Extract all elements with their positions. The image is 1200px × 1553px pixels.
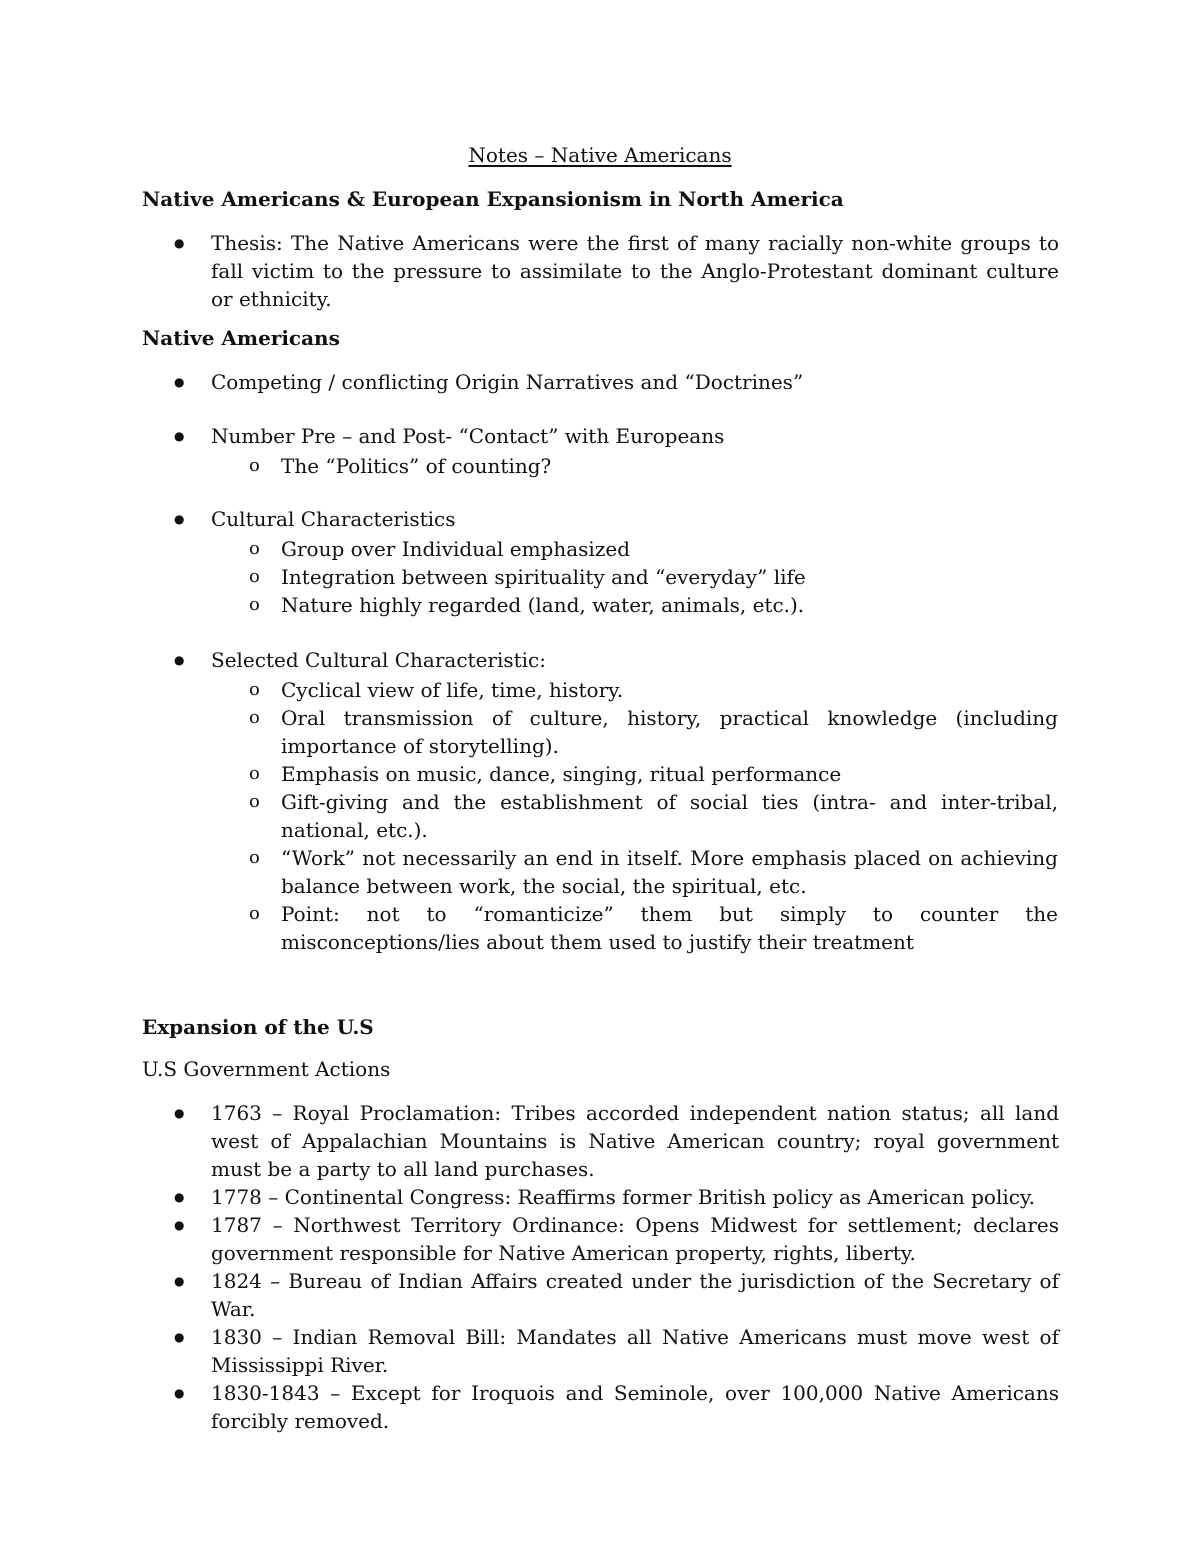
list-item: ● 1778 – Continental Congress: Reaffirms former British policy as American policy. <box>0 1183 1059 1211</box>
subheading-government-actions: U.S Government Actions <box>142 1057 391 1081</box>
sub-list-item: o Group over Individual emphasized <box>211 535 1058 563</box>
list-item-text: Cultural Characteristics <box>211 507 456 531</box>
sub-list-item: o Oral transmission of culture, history, practical knowledge (including importance of storytelling). <box>211 704 1058 760</box>
list-item <box>0 368 1059 396</box>
list-item: ● 1763 – Royal Proclamation: Tribes accorded independent nation status; all land west of Appalachian Mountains is Native American country; royal government must be a party to all land purchases. <box>0 1099 1059 1183</box>
thesis-list <box>0 229 1059 313</box>
sub-list <box>211 535 1059 619</box>
list-item <box>0 646 1059 956</box>
list-item-text: Selected Cultural Characteristic: <box>211 648 546 672</box>
list-item: ● 1830 – Indian Removal Bill: Mandates all Native Americans must move west of Mississippi River. <box>0 1323 1059 1379</box>
sub-list-item: o The “Politics” of counting? <box>211 452 1058 480</box>
sub-list <box>211 452 1059 480</box>
sub-list-item: o Point: not to “romanticize” them but simply to counter the misconceptions/lies about them used to justify their treatment <box>211 900 1058 956</box>
section-heading-expansion-us: Expansion of the U.S <box>142 1015 374 1039</box>
sub-list-item: o Nature highly regarded (land, water, animals, etc.). <box>211 591 1058 619</box>
list-item <box>0 505 1059 619</box>
list-item-text: Competing / conflicting Origin Narratives and “Doctrines” <box>211 370 804 394</box>
list-item: ● 1787 – Northwest Territory Ordinance: Opens Midwest for settlement; declares government responsible for Native American property, rights, liberty. <box>0 1211 1059 1267</box>
list-item: ● 1824 – Bureau of Indian Affairs created under the jurisdiction of the Secretary of War. <box>0 1267 1059 1323</box>
bullet-list <box>0 422 1059 480</box>
bullet-list <box>0 368 1059 396</box>
sub-list-item: o Integration between spirituality and “everyday” life <box>211 563 1058 591</box>
page-title: Notes – Native Americans <box>468 143 732 167</box>
section-heading-native-americans: Native Americans <box>142 326 340 350</box>
list-item: ● Thesis: The Native Americans were the first of many racially non-white groups to fall victim to the pressure to assimilate to the Anglo-Protestant dominant culture or ethnicity. <box>0 229 1059 313</box>
list-item-text: Number Pre – and Post- “Contact” with Europeans <box>211 424 725 448</box>
list-item <box>0 422 1059 480</box>
sub-list-item: o Cyclical view of life, time, history. <box>211 676 1058 704</box>
sub-list-item: o Emphasis on music, dance, singing, ritual performance <box>211 760 1058 788</box>
section-heading-expansionism: Native Americans & European Expansionism in North America <box>142 187 844 211</box>
sub-list-item: o “Work” not necessarily an end in itself. More emphasis placed on achieving balance between work, the social, the spiritual, etc. <box>211 844 1058 900</box>
timeline-list <box>0 1099 1059 1435</box>
bullet-list <box>0 505 1059 619</box>
sub-list <box>211 676 1059 956</box>
sub-list-item: o Gift-giving and the establishment of social ties (intra- and inter-tribal, national, etc.). <box>211 788 1058 844</box>
list-item: ● 1830-1843 – Except for Iroquois and Seminole, over 100,000 Native Americans forcibly removed. <box>0 1379 1059 1435</box>
bullet-list <box>0 646 1059 956</box>
